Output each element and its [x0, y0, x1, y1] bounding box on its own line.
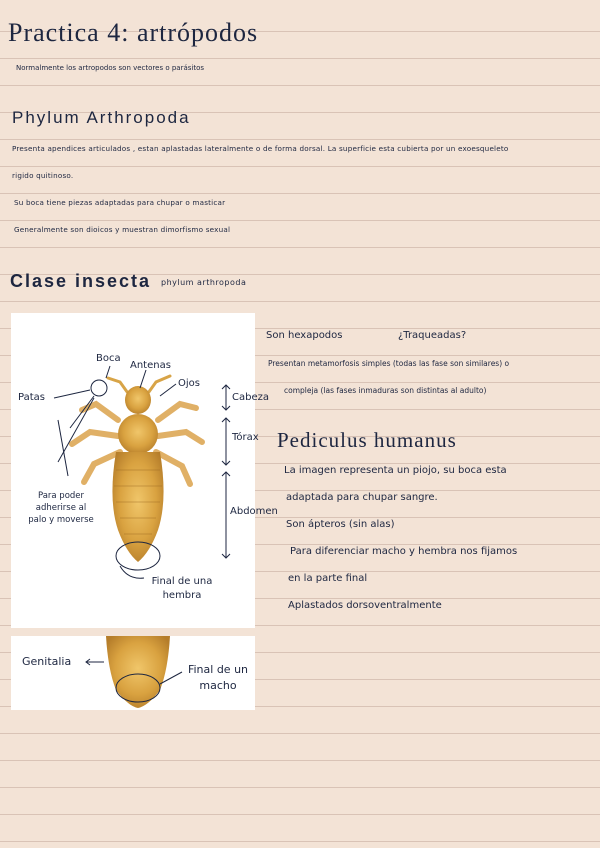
label-abdomen: Abdomen [230, 506, 278, 517]
phylum-line-4: Generalmente son dioicos y muestran dimorfismo sexual [14, 225, 231, 234]
label-final-hembra: Final de una hembra [151, 576, 213, 601]
label-patas-note: Para poder adherirse al palo y moverse [28, 491, 94, 525]
species-line-6: Aplastados dorsoventralmente [288, 600, 442, 611]
species-line-4: Para diferenciar macho y hembra nos fijamos [290, 546, 518, 557]
note-traqueadas: ¿Traqueadas? [398, 330, 467, 341]
species-heading: Pediculus humanus [277, 428, 457, 452]
label-torax: Tórax [232, 432, 259, 443]
species-line-2: adaptada para chupar sangre. [286, 492, 438, 503]
male-end-illustration [106, 636, 170, 708]
louse-head [125, 386, 151, 414]
louse-thorax [118, 414, 158, 454]
phylum-heading: Phylum Arthropoda [12, 108, 191, 127]
label-boca: Boca [96, 353, 121, 364]
label-ojos: Ojos [178, 378, 200, 389]
clase-subheading: phylum arthropoda [161, 278, 247, 287]
label-patas: Patas [18, 392, 45, 403]
label-final-macho: Final de un macho [187, 663, 249, 692]
phylum-line-3: Su boca tiene piezas adaptadas para chupar o masticar [14, 198, 226, 207]
intro-text: Normalmente los artropodos son vectores o parásitos [16, 64, 205, 72]
species-line-3: Son ápteros (sin alas) [286, 519, 395, 530]
label-cabeza: Cabeza [232, 392, 269, 403]
clase-heading: Clase insecta [10, 271, 152, 291]
phylum-line-1: Presenta apendices articulados , estan aplastadas lateralmente o de forma dorsal. La superficie esta cubierta por un exoesqueleto [12, 144, 509, 153]
species-line-5: en la parte final [288, 573, 368, 584]
phylum-line-2: rigido quitinoso. [12, 171, 74, 180]
species-line-1: La imagen representa un piojo, su boca esta [284, 465, 507, 476]
label-antenas: Antenas [130, 360, 171, 371]
note-hexapodos: Son hexapodos [266, 330, 343, 341]
note-compleja: compleja (las fases inmaduras son distintas al adulto) [284, 386, 487, 395]
page-title: Practica 4: artrópodos [8, 18, 259, 47]
label-genitalia: Genitalia [22, 655, 72, 668]
louse-abdomen [112, 452, 163, 562]
note-metamorfosis: Presentan metamorfosis simples (todas las fase son similares) o [268, 359, 510, 368]
